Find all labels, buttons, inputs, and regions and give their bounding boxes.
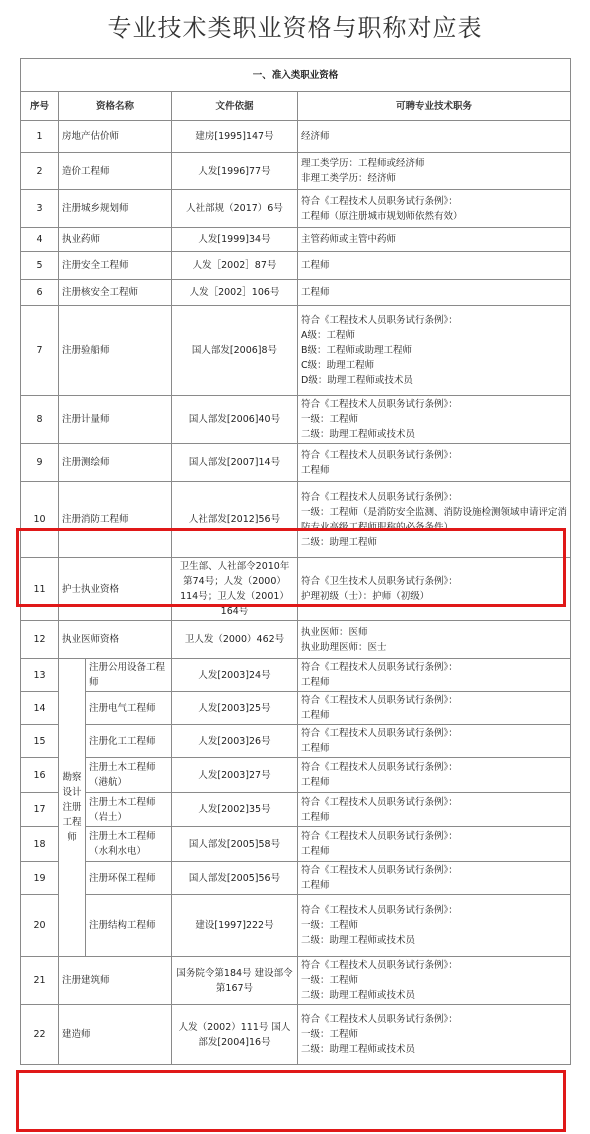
row-number: 21 (21, 957, 59, 1005)
document-basis: 国人部发[2006]40号 (172, 396, 298, 444)
qualification-name: 执业医师资格 (59, 621, 172, 659)
table-row (21, 862, 571, 895)
eligible-post: 经济师 (298, 121, 571, 153)
eligible-post: 符合《工程技术人员职务试行条例》： 工程师（原注册城市规划师依然有效） (298, 190, 571, 228)
highlight-box-row-22 (16, 1070, 566, 1132)
group-label: 勘察设计注册工程师 (59, 659, 86, 957)
highlight-box-row-10 (16, 528, 566, 607)
row-number: 13 (21, 659, 59, 692)
table-row (21, 228, 571, 252)
qualification-name: 注册城乡规划师 (59, 190, 172, 228)
document-basis: 人发［2002］87号 (172, 252, 298, 280)
table-row (21, 957, 571, 1005)
table-row (21, 659, 571, 692)
row-number: 2 (21, 153, 59, 190)
table-row (21, 252, 571, 280)
qualification-name: 注册测绘师 (59, 444, 172, 482)
table-row (21, 190, 571, 228)
eligible-post: 符合《工程技术人员职务试行条例》： 一级：工程师 二级：助理工程师或技术员 (298, 895, 571, 957)
qualification-name: 注册验船师 (59, 306, 172, 396)
document-basis: 人发［2002］106号 (172, 280, 298, 306)
row-number: 17 (21, 793, 59, 827)
qualification-name: 注册安全工程师 (59, 252, 172, 280)
col-header-name: 资格名称 (59, 92, 172, 121)
document-basis: 国人部发[2005]56号 (172, 862, 298, 895)
qualification-name: 注册建筑师 (59, 957, 172, 1005)
eligible-post: 符合《工程技术人员职务试行条例》： A级：工程师 B级：工程师或助理工程师 C级：助理工程师 D级：助理工程师或技术员 (298, 306, 571, 396)
document-basis: 人发[2003]26号 (172, 725, 298, 758)
row-number: 14 (21, 692, 59, 725)
qualification-name: 注册土木工程师（水利水电） (86, 827, 172, 862)
row-number: 1 (21, 121, 59, 153)
eligible-post: 符合《工程技术人员职务试行条例》： 工程师 (298, 862, 571, 895)
qualification-name: 注册结构工程师 (86, 895, 172, 957)
table-row (21, 444, 571, 482)
document-basis: 人发（2002）111号 国人部发[2004]16号 (172, 1005, 298, 1065)
qualification-name: 注册消防工程师 (59, 482, 172, 558)
qualification-name: 造价工程师 (59, 153, 172, 190)
row-number: 11 (21, 558, 59, 621)
eligible-post: 符合《工程技术人员职务试行条例》： 工程师 (298, 758, 571, 793)
eligible-post: 符合《工程技术人员职务试行条例》： 一级：工程师 二级：助理工程师或技术员 (298, 957, 571, 1005)
document-basis: 人社部规（2017）6号 (172, 190, 298, 228)
table-row (21, 895, 571, 957)
row-number: 22 (21, 1005, 59, 1065)
document-basis: 卫人发（2000）462号 (172, 621, 298, 659)
row-number: 19 (21, 862, 59, 895)
col-header-post: 可聘专业技术职务 (298, 92, 571, 121)
document-basis: 人社部发[2012]56号 (172, 482, 298, 558)
qualification-name: 注册土木工程师（岩土） (86, 793, 172, 827)
row-number: 9 (21, 444, 59, 482)
eligible-post: 执业医师：医师 执业助理医师：医士 (298, 621, 571, 659)
document-basis: 建设[1997]222号 (172, 895, 298, 957)
eligible-post: 符合《工程技术人员职务试行条例》： 工程师 (298, 793, 571, 827)
qualification-name: 注册电气工程师 (86, 692, 172, 725)
row-number: 8 (21, 396, 59, 444)
table-row (21, 396, 571, 444)
qualification-name: 建造师 (59, 1005, 172, 1065)
header-row (21, 92, 571, 121)
qualification-name: 执业药师 (59, 228, 172, 252)
qualification-name: 注册土木工程师（港航） (86, 758, 172, 793)
qualification-name: 房地产估价师 (59, 121, 172, 153)
document-basis: 国务院令第184号 建设部令第167号 (172, 957, 298, 1005)
row-number: 6 (21, 280, 59, 306)
row-number: 18 (21, 827, 59, 862)
row-number: 16 (21, 758, 59, 793)
qualification-name: 注册计量师 (59, 396, 172, 444)
table-row (21, 692, 571, 725)
qualification-name: 注册核安全工程师 (59, 280, 172, 306)
row-number: 15 (21, 725, 59, 758)
document-basis: 国人部发[2005]58号 (172, 827, 298, 862)
row-number: 20 (21, 895, 59, 957)
eligible-post: 工程师 (298, 280, 571, 306)
document-basis: 卫生部、人社部令2010年第74号；人发（2000）114号；卫人发（2001）164号 (172, 558, 298, 621)
qualification-name: 注册环保工程师 (86, 862, 172, 895)
document-basis: 人发[1999]34号 (172, 228, 298, 252)
table-row (21, 1005, 571, 1065)
col-header-basis: 文件依据 (172, 92, 298, 121)
eligible-post: 符合《工程技术人员职务试行条例》： 工程师 (298, 827, 571, 862)
eligible-post: 符合《工程技术人员职务试行条例》： 工程师 (298, 692, 571, 725)
row-number: 5 (21, 252, 59, 280)
document-basis: 人发[2003]24号 (172, 659, 298, 692)
eligible-post: 符合《卫生技术人员职务试行条例》： 护理初级（士）：护师（初级） (298, 558, 571, 621)
eligible-post: 符合《工程技术人员职务试行条例》： 工程师 (298, 659, 571, 692)
table-row (21, 725, 571, 758)
eligible-post: 符合《工程技术人员职务试行条例》： 工程师 (298, 444, 571, 482)
table-row (21, 793, 571, 827)
section-header: 一、准入类职业资格 (21, 59, 571, 92)
eligible-post: 工程师 (298, 252, 571, 280)
eligible-post: 符合《工程技术人员职务试行条例》： 工程师 (298, 725, 571, 758)
document-basis: 建房[1995]147号 (172, 121, 298, 153)
col-header-no: 序号 (21, 92, 59, 121)
table-row (21, 306, 571, 396)
table-row (21, 827, 571, 862)
eligible-post: 符合《工程技术人员职务试行条例》： 一级：工程师（是消防安全监测、消防设施检测领域申请评定消防专业高级工程师职称的必备条件） 二级：助理工程师 (298, 482, 571, 558)
eligible-post: 主管药师或主管中药师 (298, 228, 571, 252)
document-basis: 国人部发[2006]8号 (172, 306, 298, 396)
table-row (21, 121, 571, 153)
qualification-name: 注册公用设备工程师 (86, 659, 172, 692)
table-row (21, 153, 571, 190)
row-number: 7 (21, 306, 59, 396)
qualification-name: 护士执业资格 (59, 558, 172, 621)
table-row (21, 758, 571, 793)
eligible-post: 符合《工程技术人员职务试行条例》： 一级：工程师 二级：助理工程师或技术员 (298, 396, 571, 444)
eligible-post: 理工类学历：工程师或经济师 非理工类学历：经济师 (298, 153, 571, 190)
page-title: 专业技术类职业资格与职称对应表 (107, 14, 483, 42)
document-basis: 国人部发[2007]14号 (172, 444, 298, 482)
table-row (21, 280, 571, 306)
document-basis: 人发[2003]27号 (172, 758, 298, 793)
eligible-post: 符合《工程技术人员职务试行条例》： 一级：工程师 二级：助理工程师或技术员 (298, 1005, 571, 1065)
qualification-name: 注册化工工程师 (86, 725, 172, 758)
row-number: 10 (21, 482, 59, 558)
row-number: 4 (21, 228, 59, 252)
row-number: 12 (21, 621, 59, 659)
document-basis: 人发[2003]25号 (172, 692, 298, 725)
document-basis: 人发[2002]35号 (172, 793, 298, 827)
row-number: 3 (21, 190, 59, 228)
document-basis: 人发[1996]77号 (172, 153, 298, 190)
table-row (21, 621, 571, 659)
